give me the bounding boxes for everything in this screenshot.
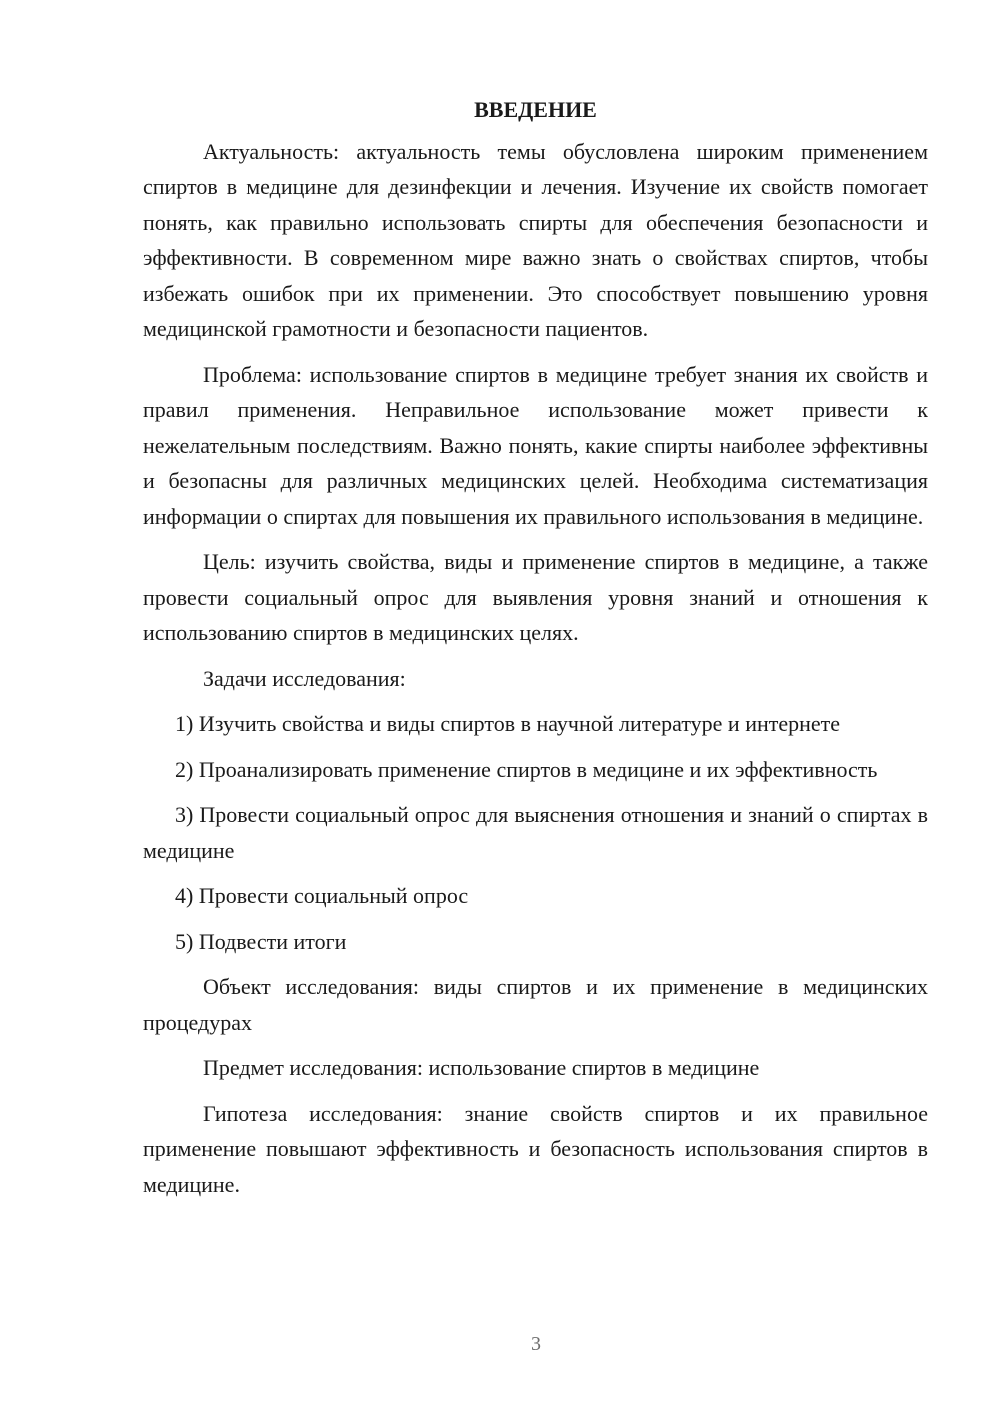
page-number: 3 [531,1333,541,1355]
document-page [143,92,928,1212]
hypothesis-paragraph: Гипотеза исследования: знание свойств спиртов и их правильное применение повышают эффективность и безопасность использования спиртов в медицине. [143,1100,928,1197]
relevance-paragraph: Актуальность: актуальность темы обусловлена широким применением спиртов в медицине для дезинфекции и лечения. Изучение их свойств помогает понять, как правильно использовать спирты для обеспечения безопасности и эффективности. В современном мире важно знать о свойствах спиртов, чтобы избежать ошибок при их применении. Это способствует повышению уровня медицинской грамотности и безопасности пациентов. [143,138,928,341]
problem-paragraph: Проблема: использование спиртов в медицине требует знания их свойств и правил применения. Неправильное использование может привести к нежелательным последствиям. Важно понять, какие спирты наиболее эффективны и безопасны для различных медицинских целей. Необходима систематизация информации о спиртах для повышения их правильного использования в медицине. [143,361,928,529]
page-title: ВВЕДЕНИЕ [474,97,597,122]
task-item-5: 5) Подвести итоги [175,928,347,954]
task-item-1: 1) Изучить свойства и виды спиртов в научной литературе и интернете [175,711,841,736]
object-paragraph: Объект исследования: виды спиртов и их применение в медицинских процедурах [143,974,928,1035]
task-item-2: 2) Проанализировать применение спиртов в медицине и их эффективность [175,756,878,782]
task-item-4: 4) Провести социальный опрос [175,883,469,908]
goal-paragraph: Цель: изучить свойства, виды и применение спиртов в медицине, а также провести социальный опрос для выявления уровня знаний и отношения к использованию спиртов в медицинских целях. [143,549,928,645]
task-item-3: 3) Провести социальный опрос для выяснения отношения и знаний о спиртах в медицине [143,802,928,863]
tasks-title: Задачи исследования: [203,665,406,691]
subject-paragraph: Предмет исследования: использование спиртов в медицине [203,1055,760,1080]
